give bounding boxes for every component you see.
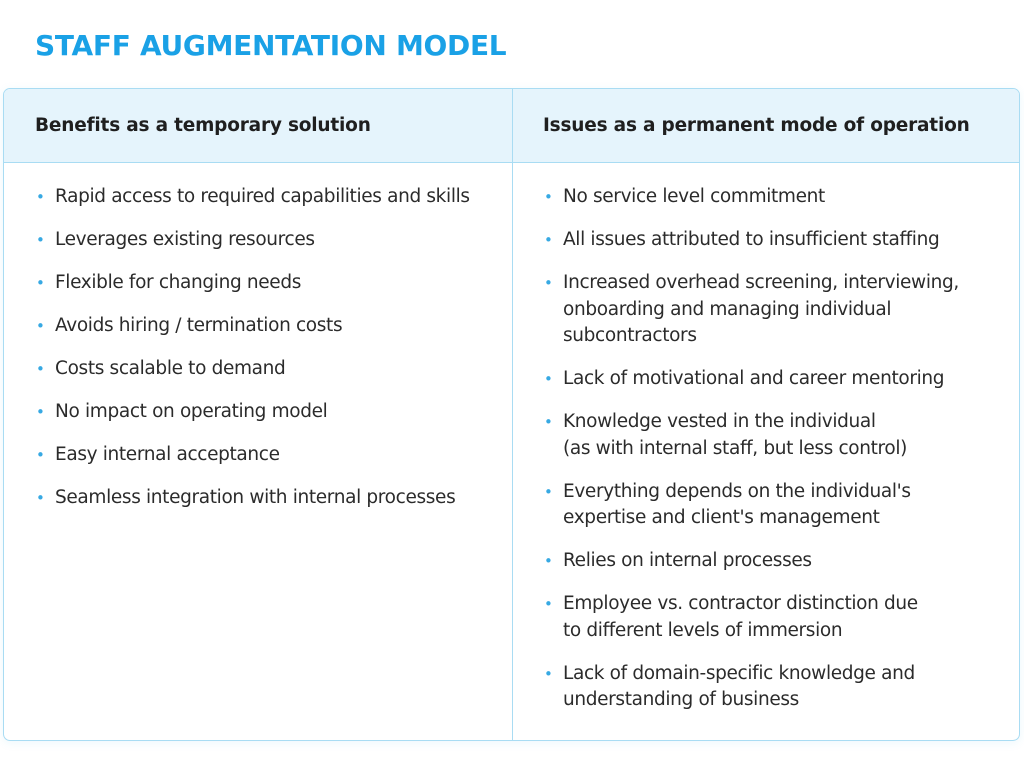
bullet-dot-icon: • [544, 231, 553, 249]
bullet-dot-icon: • [544, 274, 553, 292]
list-item [34, 227, 502, 254]
bullet-dot-icon: • [544, 552, 553, 570]
list-item-text-line: Leverages existing resources [55, 229, 315, 250]
list-item-text-line: to different levels of immersion [563, 619, 843, 641]
list-item-text-line: expertise and client's management [563, 507, 880, 528]
list-item-text-line: (as with internal staff, but less control) [563, 437, 908, 459]
list-item-text-line: Increased overhead screening, interviewing, [563, 272, 959, 293]
bullet-dot-icon: • [544, 188, 553, 206]
benefits-column-header [4, 89, 512, 163]
list-item-text-line: Employee vs. contractor distinction due [563, 593, 918, 614]
list-item [34, 313, 502, 340]
list-item-text-line: Knowledge vested in the individual [563, 411, 876, 432]
list-item-text-line: Seamless integration with internal processes [55, 487, 456, 508]
page-title: STAFF AUGMENTATION MODEL [35, 29, 507, 62]
benefits-column [4, 89, 513, 740]
bullet-dot-icon: • [544, 595, 553, 613]
bullet-dot-icon: • [36, 188, 45, 206]
bullet-dot-icon: • [36, 403, 45, 421]
list-item-text-line: understanding of business [563, 689, 799, 710]
bullet-dot-icon: • [36, 446, 45, 464]
bullet-dot-icon: • [36, 231, 45, 249]
list-item-text-line: Rapid access to required capabilities and skills [55, 186, 470, 207]
list-item [542, 548, 1005, 575]
list-item-text-line: Easy internal acceptance [55, 444, 280, 465]
bullet-dot-icon: • [544, 664, 553, 683]
list-item-text-line: Costs scalable to demand [55, 358, 286, 379]
list-item-text-line: All issues attributed to insufficient staffing [563, 229, 940, 250]
list-item [34, 442, 502, 469]
issues-column-header [513, 89, 1019, 163]
issues-heading: Issues as a permanent mode of operation [543, 115, 970, 136]
list-item-text-line: Everything depends on the individual's [563, 480, 911, 502]
list-item-text-line: Lack of motivational and career mentoring [563, 368, 945, 389]
list-item [542, 227, 1005, 254]
list-item [542, 479, 1005, 532]
bullet-dot-icon: • [36, 274, 45, 292]
benefits-heading: Benefits as a temporary solution [35, 115, 371, 136]
list-item-text-line: Flexible for changing needs [55, 272, 302, 293]
issues-list [513, 163, 1019, 714]
list-item [34, 184, 502, 211]
list-item [34, 399, 502, 426]
list-item-text-line: onboarding and managing individual [563, 298, 892, 320]
list-item [542, 270, 1005, 350]
bullet-dot-icon: • [544, 370, 553, 388]
bullet-dot-icon: • [544, 482, 553, 501]
list-item [34, 356, 502, 383]
list-item [542, 184, 1005, 211]
bullet-dot-icon: • [544, 413, 553, 431]
comparison-table [3, 88, 1020, 741]
bullet-dot-icon: • [36, 489, 45, 507]
list-item [542, 366, 1005, 393]
list-item [542, 661, 1005, 714]
bullet-dot-icon: • [36, 360, 45, 378]
list-item-text-line: Relies on internal processes [563, 550, 812, 571]
bullet-dot-icon: • [36, 317, 45, 335]
list-item-text-line: Lack of domain-specific knowledge and [563, 662, 915, 684]
list-item-text-line: No impact on operating model [55, 401, 328, 422]
list-item [542, 409, 1005, 462]
list-item-text-line: No service level commitment [563, 186, 825, 207]
benefits-list [4, 163, 512, 512]
issues-column [513, 89, 1019, 740]
list-item-text-line: subcontractors [563, 325, 697, 346]
list-item [542, 591, 1005, 644]
list-item-text-line: Avoids hiring / termination costs [55, 315, 343, 336]
list-item [34, 270, 502, 297]
list-item [34, 485, 502, 512]
